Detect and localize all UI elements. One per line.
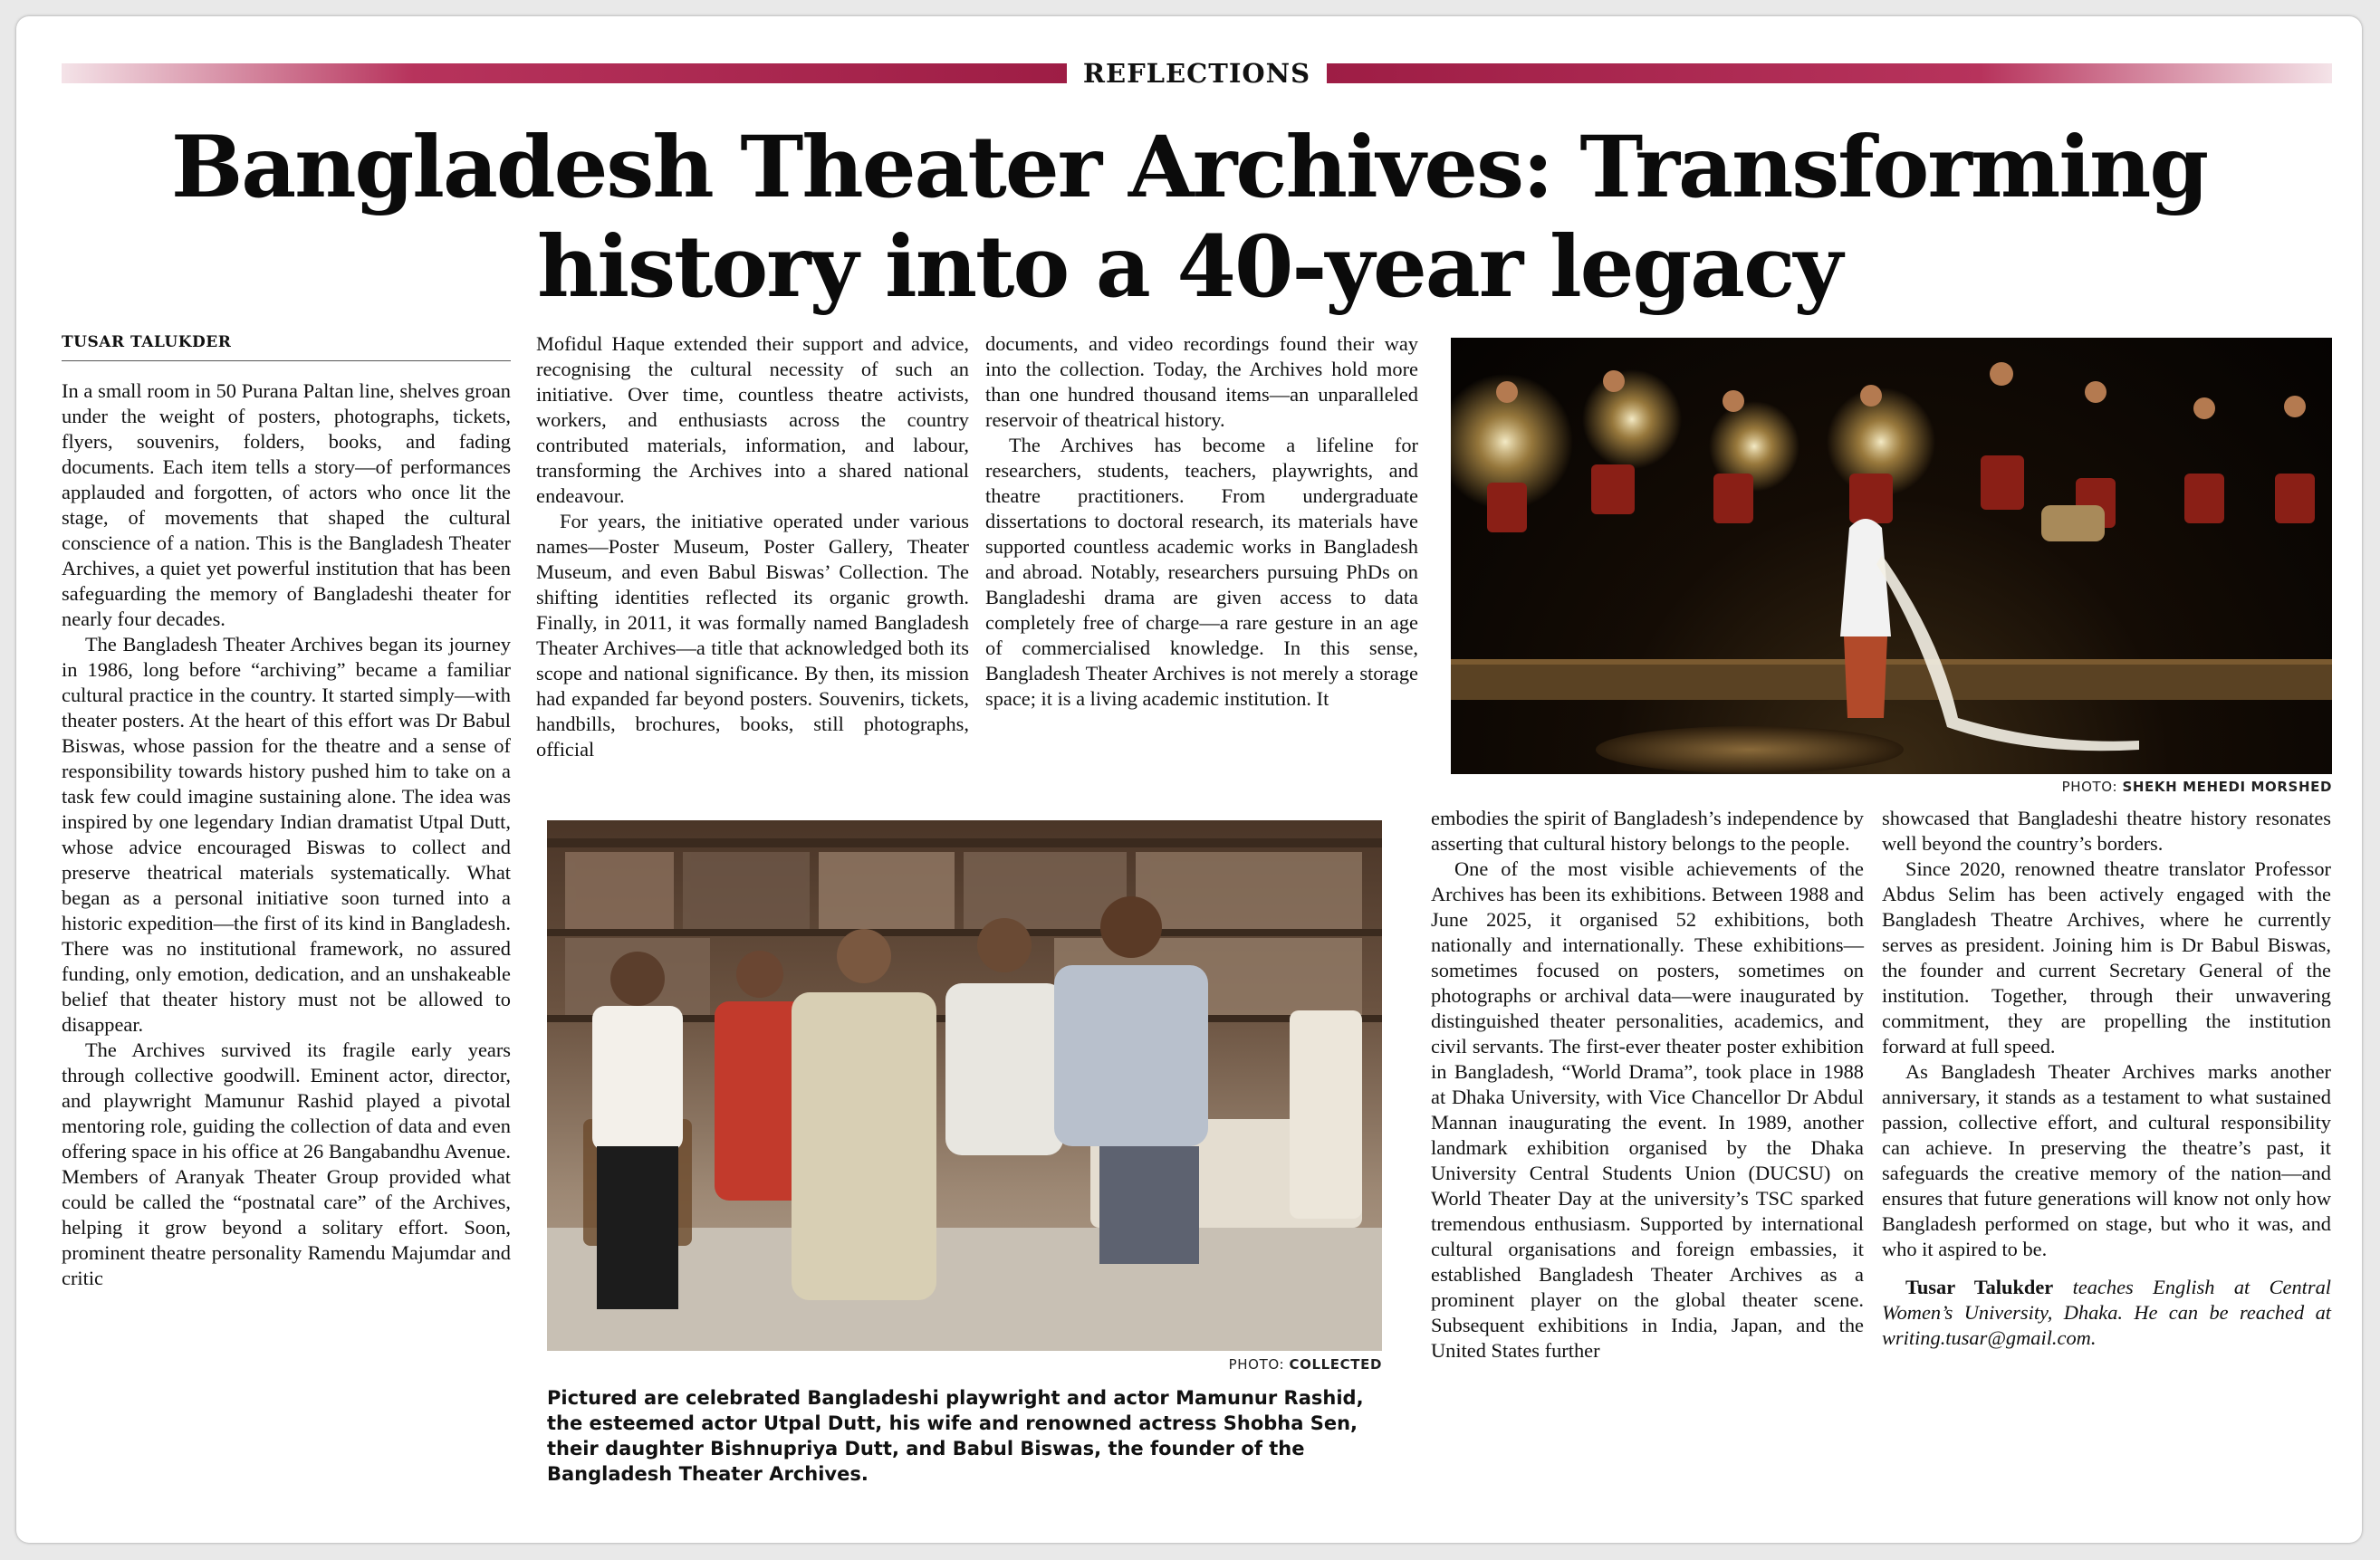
article-column-5 [1882, 806, 2331, 1530]
paragraph: embodies the spirit of Bangladesh’s independence by asserting that cultural history belongs to the people. [1431, 807, 1864, 855]
paragraph: Mofidul Haque extended their support and advice, recognising the cultural necessity of such an initiative. Over time, countless theatre activists, workers, and enthusiasts across the country contributed materials, information, and labour, transforming the Archives into a shared national endeavour. [536, 332, 969, 507]
stage-photo-credit [1451, 779, 2332, 795]
archive-group-photo [547, 820, 1382, 1351]
paragraph: In a small room in 50 Purana Paltan line, shelves groan under the weight of posters, photographs, tickets, flyers, souvenirs, folders, books, and fading documents. Each item tells a story—of performances applauded and forgotten, of actors who once lit the stage, of movements that shaped the cultural conscience of a nation. This is the Bangladesh Theater Archives, a quiet yet powerful institution that has been safeguarding the memory of Bangladeshi theater for nearly four decades. [62, 379, 511, 630]
article-column-3 [985, 331, 1418, 802]
archive-photo-credit [547, 1356, 1382, 1373]
paragraph: For years, the initiative operated under various names—Poster Museum, Poster Gallery, Theater Museum, and even Babul Biswas’ Collection. The shifting identities reflected its organic growth. Finally, in 2011, it was formally named Bangladesh Theater Archives—a title that acknowledged both its scope and national significance. By then, its mission had expanded far beyond posters. Souvenirs, tickets, handbills, brochures, books, still photographs, official [536, 510, 969, 761]
section-label: REFLECTIONS [1082, 58, 1311, 89]
byline: TUSAR TALUKDER [62, 333, 511, 361]
paragraph: Since 2020, renowned theatre translator Professor Abdus Selim has been actively engaged with the Bangladesh Theatre Archives, where he currently serves as president. Joining him is Dr Babul Biswas, the founder and current Secretary General of the institution. Together, through their unwavering commitment, they are propelling the institution forward at full speed. [1882, 857, 2331, 1058]
section-rule-left [62, 63, 1067, 83]
paragraph: One of the most visible achievements of the Archives has been its exhibitions. Between 1988 and June 2025, it organised 52 exhibitions, both nationally and internationally. These exhibitions—sometimes focused on posters, sometimes on photographs or archival data—were inaugurated by distinguished theater personalities, academics, and civil servants. The first-ever theater poster exhibition in Bangladesh, “World Drama”, took place in 1988 at Dhaka University, with Vice Chancellor Dr Abdul Mannan inaugurating the event. In 1989, another landmark exhibition organised by the Dhaka University Central Students Union (DUCSU) on World Theater Day at the university’s TSC sparked tremendous enthusiasm. Supported by international cultural organisations and foreign embassies, it established Bangladesh Theater Archives as a prominent player on the global theater scene. Subsequent exhibitions in India, Japan, and the United States further [1431, 857, 1864, 1362]
stage-performance-photo [1451, 338, 2332, 774]
group-photo-illustration [547, 820, 1382, 1351]
credit-name: COLLECTED [1289, 1356, 1382, 1373]
photo-caption: Pictured are celebrated Bangladeshi playwright and actor Mamunur Rashid, the esteemed actor Utpal Dutt, his wife and renowned actress Shobha Sen, their daughter Bishnupriya Dutt, and Babul Biswas, the founder of the Bangladesh Theater Archives. [547, 1387, 1364, 1485]
author-bio-text: teaches English at Central Women’s University, Dhaka. He can be reached at writing.tusar@gmail.com. [1882, 1276, 2331, 1349]
headline: Bangladesh Theater Archives: Transforming history into a 40-year legacy [170, 118, 2208, 317]
article-column-4 [1431, 806, 1864, 1530]
article-column-1 [62, 378, 511, 1537]
paragraph: The Archives has become a lifeline for researchers, students, teachers, playwrights, and theatre practitioners. From undergraduate dissertations to doctoral research, its materials have supported countless academic works in Bangladesh and abroad. Notably, researchers pursuing PhDs on Bangladeshi drama are given access to data completely free of charge—a rare gesture in an age of commercialised knowledge. In this sense, Bangladesh Theater Archives is not merely a storage space; it is a living academic institution. It [985, 434, 1418, 710]
newspaper-page [16, 16, 2362, 1543]
paragraph: documents, and video recordings found their way into the collection. Today, the Archives hold more than one hundred thousand items—an unparalleled reservoir of theatrical history. [985, 332, 1418, 431]
author-bio [1882, 1275, 2331, 1351]
article-column-2 [536, 331, 969, 802]
paragraph: The Archives survived its fragile early years through collective goodwill. Eminent actor, director, and playwright Mamunur Rashid played a pivotal mentoring role, guiding the collection of data and even offering space in his office at 26 Bangabandhu Avenue. Members of Aranyak Theater Group provided what could be called the “postnatal care” of the Archives, helping it grow beyond a solitary effort. Soon, prominent theatre personality Ramendu Majumdar and critic [62, 1038, 511, 1289]
author-name: Tusar Talukder [1905, 1276, 2054, 1298]
paragraph: As Bangladesh Theater Archives marks another anniversary, it stands as a testament to what sustained passion, collective effort, and cultural responsibility can achieve. In preserving the theatre’s past, it safeguards the creative memory of the nation—and ensures that future generations will know not only how Bangladesh performed on stage, but who it was, and who it aspired to be. [1882, 1060, 2331, 1260]
stage-photo-illustration [1451, 338, 2332, 774]
paragraph: The Bangladesh Theater Archives began its journey in 1986, long before “archiving” became a familiar cultural practice in the country. It started simply—with theater posters. At the heart of this effort was Dr Babul Biswas, whose passion for the theatre and a sense of responsibility towards history pushed him to take on a task few could imagine sustaining alone. The idea was inspired by one legendary Indian dramatist Utpal Dutt, whose advice encouraged Biswas to collect and preserve theatrical materials systematically. What began as a personal initiative soon turned into a historic expedition—the first of its kind in Bangladesh. There was no institutional framework, no assured funding, only emotion, dedication, and an unshakeable belief that theater history must not be allowed to disappear. [62, 633, 511, 1036]
credit-label: PHOTO: [1228, 1356, 1285, 1373]
credit-label: PHOTO: [2061, 779, 2118, 795]
credit-name: SHEKH MEHEDI MORSHED [2122, 779, 2332, 795]
section-rule-right [1327, 63, 2332, 83]
paragraph: showcased that Bangladeshi theatre history resonates well beyond the country’s borders. [1882, 807, 2331, 855]
